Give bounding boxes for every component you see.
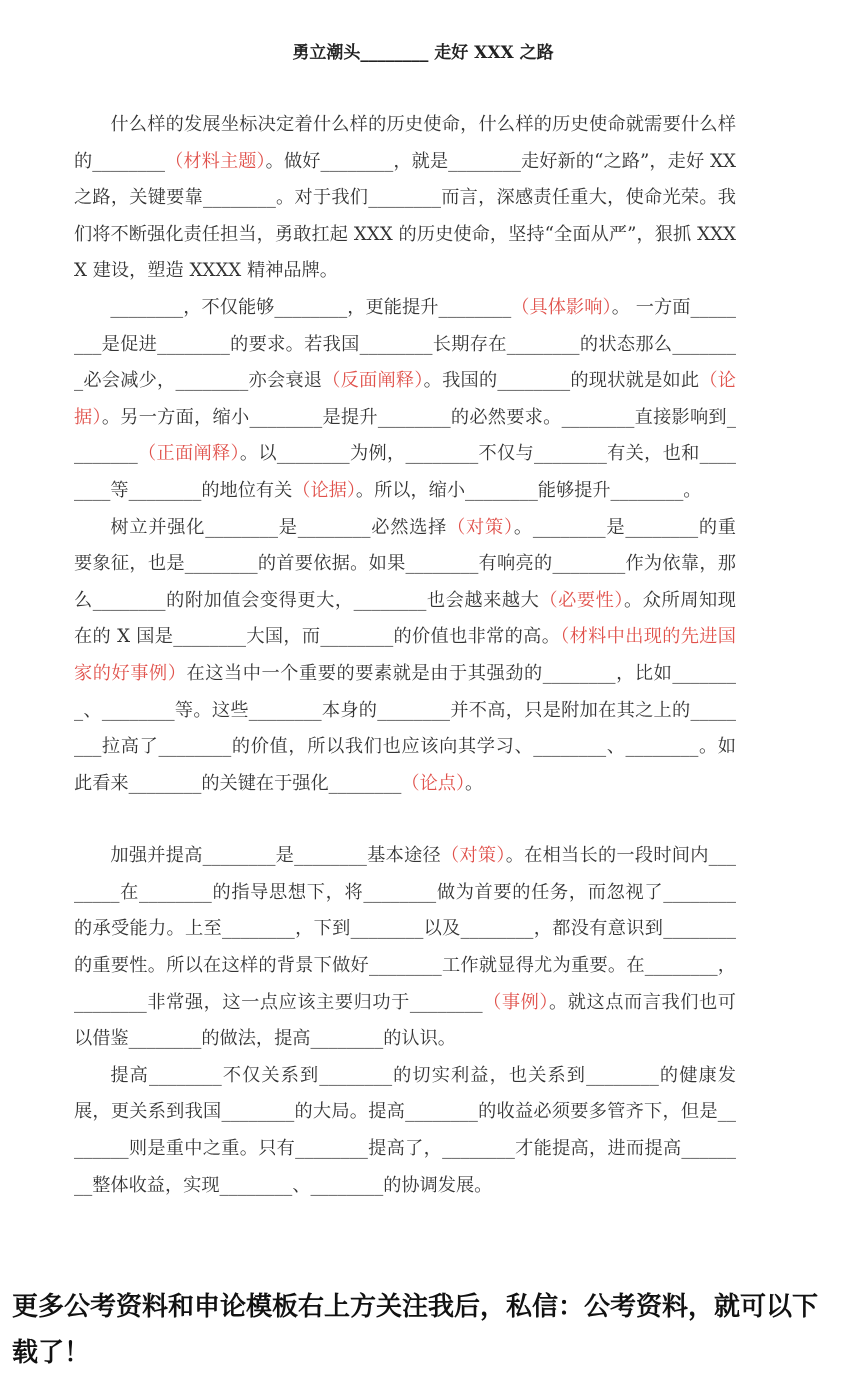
paragraph — [74, 510, 736, 803]
annotation-label: （材料主题） — [165, 150, 266, 172]
paragraph-text: 加强并提高________是________基本途径 — [110, 845, 441, 867]
annotation-label: （材料中出现的先进国家的好事例） — [74, 626, 736, 684]
annotation-label: （对策） — [447, 516, 514, 538]
paragraph-text: 在这当中一个重要的要素就是由于其强劲的________，比如________、________等。这些________本身的________并不高，只是附加在其之上的________拉高了________的价值，所以我们也应该向其学习、________、________。如此看来________的关键在于强化________ — [74, 662, 736, 794]
annotation-label: （对策） — [440, 845, 506, 867]
paragraph-text: 。 — [465, 772, 484, 794]
paragraph-text: 。做好________，就是________走好新的“之路”，走好 XX 之路，关键要靠________。对于我们________而言，深感责任重大，使命光荣。我们将不断强化责任担当，勇敢扛起 XXX 的历史使命，坚持“全面从严”，狠抓 XXXX 建设，塑造 XXXX 精神品牌。 — [74, 150, 736, 282]
paragraph — [74, 107, 736, 290]
promo-footer-text: 更多公考资料和申论模板右上方关注我后，私信：公考资料，就可以下载了！ — [12, 1292, 819, 1368]
annotation-label: （反面阐释） — [322, 370, 424, 392]
paragraph-text: 提高________不仅关系到________的切实利益，也关系到________的健康发展，更关系到我国________的大局。提高________的收益必须要多管齐下，但是________则是重中之重。只有________提高了，________才能提高，进而提高________整体收益，实现________、________的协调发展。 — [74, 1064, 736, 1196]
paragraph — [74, 838, 736, 1058]
document-title: 勇立潮头________ 走好 XXX 之路 — [292, 43, 554, 63]
annotation-label: （必要性） — [539, 589, 625, 611]
paragraph-text: 。以________为例，________不仅与________有关，也和________等________的地位有关 — [74, 443, 736, 501]
paragraph-text: 。我国的________的现状就是如此 — [423, 370, 700, 392]
annotation-label: （论据） — [74, 370, 736, 428]
annotation-label: （事例） — [482, 991, 550, 1013]
annotation-label: （论据） — [292, 479, 356, 501]
paragraph — [74, 1058, 736, 1204]
paragraph-text: ________，不仅能够________，更能提升________ — [110, 296, 512, 318]
annotation-label: （具体影响） — [511, 296, 612, 318]
paragraph-text: 。 一方面________是促进________的要求。若我国________长期存在________的状态那么________必会减少，________亦会衰退 — [74, 296, 736, 392]
annotation-label: （论点） — [401, 772, 466, 794]
annotation-label: （正面阐释） — [137, 443, 240, 465]
paragraph-text: 。另一方面，缩小________是提升________的必然要求。________直接影响到________ — [74, 406, 736, 465]
document-body — [74, 107, 736, 1204]
paragraph-text: 。就这点而言我们也可以借鉴________的做法，提高________的认识。 — [74, 991, 736, 1050]
paragraph-text: 。众所周知现在的 X 国是________大国，而________的价值也非常的高。 — [74, 589, 736, 648]
paragraph-text: 。在相当长的一段时间内________在________的指导思想下，将________做为首要的任务，而忽视了________的承受能力。上至________，下到________以及________，都没有意识到________的重要性。所以在这样的背景下做好________工作就显得尤为重要。在________，________非常强，这一点应该主要归功于________ — [74, 845, 736, 1013]
paragraph-text: 。________是________的重要象征，也是________的首要依据。如果________有响亮的________作为依靠，那么________的附加值会变得更大，________也会越来越大 — [74, 516, 736, 611]
paragraph-text: 。所以，缩小________能够提升________。 — [355, 479, 702, 501]
paragraph-text: 什么样的发展坐标决定着什么样的历史使命，什么样的历史使命就需要什么样的________ — [74, 114, 736, 172]
paragraph — [74, 290, 736, 510]
paragraph-text: 树立并强化________是________必然选择 — [110, 516, 448, 538]
